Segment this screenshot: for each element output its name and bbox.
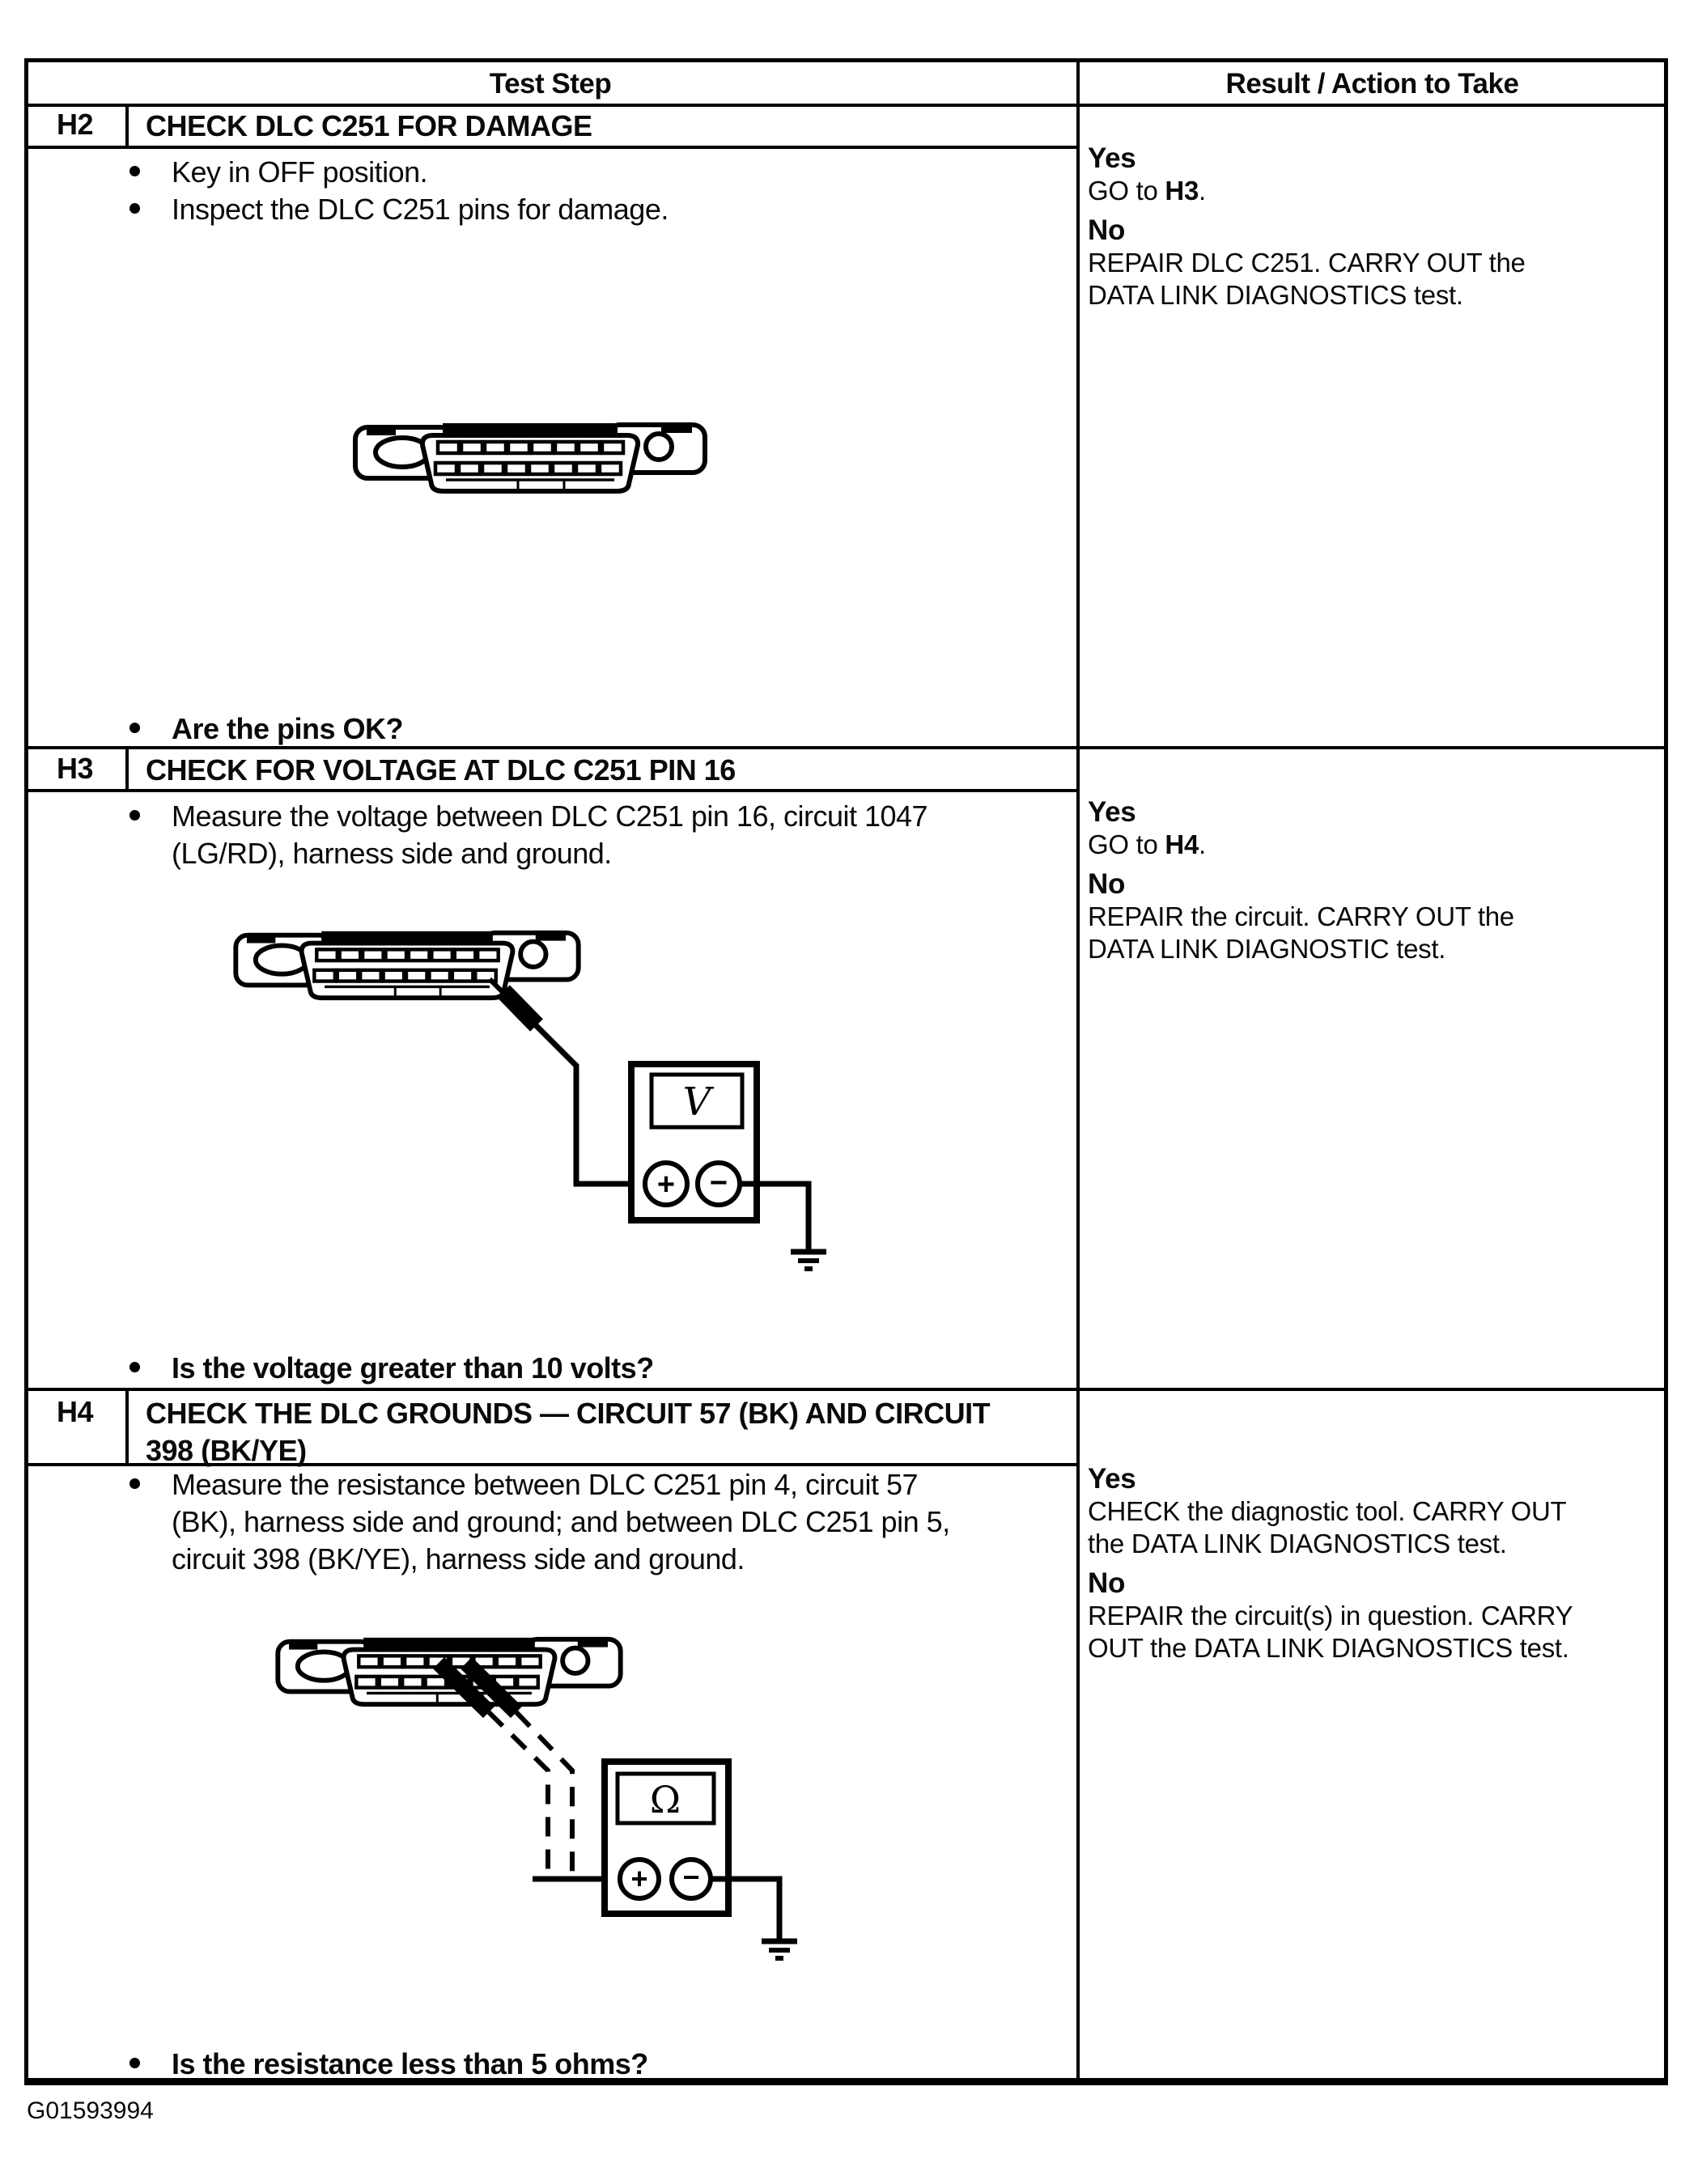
h3-question: Is the voltage greater than 10 volts? (129, 1350, 1060, 1387)
ohmmeter-symbol: Ω (649, 1778, 681, 1821)
figure-id: G01593994 (27, 2097, 154, 2124)
step-id-h3: H3 (56, 752, 94, 785)
step-id-h4: H4 (56, 1395, 94, 1428)
no-action-line2: DATA LINK DIAGNOSTICS test. (1088, 280, 1463, 310)
yes-action: GO to H3. (1088, 176, 1206, 206)
dashed-meter-leads (489, 1712, 572, 1881)
h4-result-block (1088, 1463, 1646, 1665)
no-action-line1: REPAIR the circuit. CARRY OUT the (1088, 901, 1514, 931)
yes-label: Yes (1088, 142, 1136, 174)
test-probe (503, 991, 537, 1025)
step-id-h2: H2 (56, 108, 94, 141)
no-label: No (1088, 868, 1126, 900)
yes-label: Yes (1088, 1463, 1136, 1495)
step-title-h2 (146, 108, 1068, 145)
no-action-line1: REPAIR the circuit(s) in question. CARRY (1088, 1601, 1573, 1631)
column-divider-result (1076, 58, 1080, 2085)
meter-lead-wire (533, 1022, 633, 1184)
yes-action-line2: the DATA LINK DIAGNOSTICS test. (1088, 1529, 1507, 1558)
h4-question: Is the resistance less than 5 ohms? (129, 2046, 1060, 2083)
no-action-line2: DATA LINK DIAGNOSTIC test. (1088, 934, 1446, 964)
bullet-icon (129, 166, 140, 176)
column-header-test-step: Test Step (489, 68, 612, 100)
yes-action: GO to H4. (1088, 829, 1206, 859)
h2-result-block (1088, 142, 1646, 312)
h3-bullet-measure-voltage: Measure the voltage between DLC C251 pin 16, circuit 1047 (LG/RD), harness side and ground. (129, 798, 1060, 872)
yes-label: Yes (1088, 796, 1136, 828)
dlc-connector-with-ohmmeter-diagram (259, 1618, 826, 1983)
h3-title-rule (24, 789, 1076, 792)
step-title-h3 (146, 752, 1068, 789)
yes-action-line1: CHECK the diagnostic tool. CARRY OUT (1088, 1496, 1567, 1526)
no-action-line2: OUT the DATA LINK DIAGNOSTICS test. (1088, 1633, 1569, 1663)
h2-bullet-key-off: Key in OFF position. (129, 154, 1060, 191)
h2-question: Are the pins OK? (129, 710, 1060, 748)
h2-title-rule (24, 146, 1076, 149)
bullet-icon (129, 203, 140, 214)
voltmeter-symbol: V (682, 1079, 711, 1125)
step-title-h3-line1: CHECK FOR VOLTAGE AT DLC C251 PIN 16 (146, 753, 736, 787)
no-label: No (1088, 214, 1126, 246)
step-title-h4 (146, 1395, 1068, 1469)
step-id-divider-h3 (125, 746, 129, 792)
bullet-icon (129, 2058, 140, 2068)
no-action-line1: REPAIR DLC C251. CARRY OUT the (1088, 248, 1526, 278)
bullet-icon (129, 1478, 140, 1489)
h4-bullet-measure-resistance: Measure the resistance between DLC C251 pin 4, circuit 57 (BK), harness side and ground; and between DLC C251 pin 5, circuit 398 (BK/YE), harness side and ground. (129, 1466, 1060, 1578)
dlc-connector-with-voltmeter-diagram (210, 890, 842, 1287)
step-id-divider-h4 (125, 1388, 129, 1466)
ground-symbol-icon (762, 1941, 797, 1958)
bullet-icon (129, 810, 140, 821)
dlc-connector-diagram (352, 411, 708, 502)
plus-sign: + (656, 1168, 676, 1202)
step-title-h4-line2: 398 (BK/YE) (146, 1434, 307, 1467)
plus-sign: + (630, 1862, 648, 1895)
dlc-connector (236, 931, 578, 998)
bullet-icon (129, 1362, 140, 1372)
h3-h4-boundary (24, 1388, 1668, 1391)
h3-result-block (1088, 796, 1646, 965)
no-label: No (1088, 1567, 1126, 1599)
step-title-h2-line1: CHECK DLC C251 FOR DAMAGE (146, 109, 592, 142)
step-title-h4-line1: CHECK THE DLC GROUNDS — CIRCUIT 57 (BK) AND CIRCUIT (146, 1397, 991, 1430)
h2-bullet-inspect-pins: Inspect the DLC C251 pins for damage. (129, 191, 1060, 228)
minus-sign: − (709, 1166, 728, 1200)
column-header-result: Result / Action to Take (1225, 68, 1519, 100)
bullet-icon (129, 723, 140, 733)
ground-symbol-icon (791, 1252, 826, 1269)
step-id-divider-h2 (125, 104, 129, 149)
header-rule (24, 104, 1668, 107)
minus-sign: − (682, 1860, 700, 1894)
